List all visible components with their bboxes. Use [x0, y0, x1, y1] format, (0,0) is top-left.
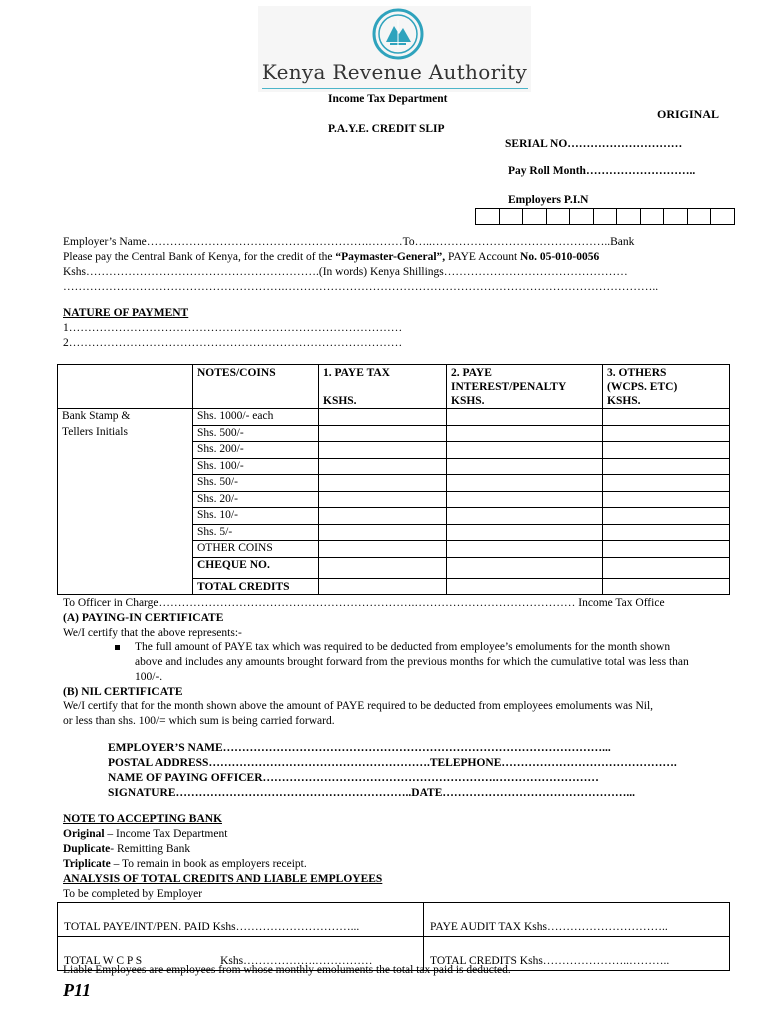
note-duplicate: Duplicate- Remitting Bank	[63, 843, 191, 855]
paying-in-intro: We/I certify that the above represents:-	[63, 627, 242, 639]
nature-of-payment-title: NATURE OF PAYMENT	[63, 307, 189, 319]
interest-amount-cell[interactable]	[447, 491, 603, 508]
others-amount-cell[interactable]	[603, 425, 730, 442]
paye-amount-cell[interactable]	[319, 442, 447, 459]
paying-in-text-1: The full amount of PAYE tax which was required to be deducted from employee’s emoluments for the month shown	[135, 641, 671, 653]
table-row	[58, 541, 730, 558]
interest-amount-cell[interactable]	[447, 524, 603, 541]
table-row	[58, 458, 730, 475]
table-row	[58, 903, 730, 937]
bank-stamp-cell[interactable]	[58, 524, 193, 541]
interest-total-cell[interactable]	[447, 578, 603, 595]
summary-table	[57, 902, 730, 971]
paye-amount-cell[interactable]	[319, 524, 447, 541]
others-amount-cell[interactable]	[603, 541, 730, 558]
interest-amount-cell[interactable]	[447, 508, 603, 525]
table-row	[58, 425, 730, 442]
table-row	[58, 442, 730, 459]
pin-box[interactable]	[663, 208, 688, 225]
paying-officer-field[interactable]: NAME OF PAYING OFFICER…………………………………………………….………………………	[108, 772, 599, 784]
others-amount-cell[interactable]	[603, 442, 730, 459]
amount-continuation-line[interactable]: ………………………………………………….……………………………………………………………………………………..	[63, 281, 659, 293]
table-row	[58, 491, 730, 508]
paying-in-text-3: 100/-.	[135, 671, 163, 683]
signature-date-field[interactable]: SIGNATURE……………………………………………………..DATE…………………………………………...	[108, 787, 635, 799]
paye-amount-cell[interactable]	[319, 425, 447, 442]
total-wcps-field[interactable]: TOTAL W C P S Kshs……………….……………	[58, 937, 424, 971]
interest-amount-cell[interactable]	[447, 425, 603, 442]
pin-box[interactable]	[687, 208, 712, 225]
paye-amount-cell[interactable]	[319, 508, 447, 525]
paye-account-label: PAYE Account	[445, 251, 521, 263]
nature-item-1[interactable]: 1……………………………………………………………………………	[63, 322, 403, 334]
table-row	[58, 475, 730, 492]
notes-coins-header: NOTES/COINS	[193, 365, 319, 409]
pin-box[interactable]	[616, 208, 641, 225]
bank-stamp-cell[interactable]	[58, 458, 193, 475]
employer-name-line[interactable]: Employer’s Name………………………………………………….………To…..………………………………………..Bank	[63, 236, 635, 248]
employer-name-field[interactable]: EMPLOYER’S NAME………………………………………………………………………………………...	[108, 742, 611, 754]
interest-amount-cell[interactable]	[447, 458, 603, 475]
pin-box[interactable]	[593, 208, 618, 225]
nature-item-2[interactable]: 2……………………………………………………………………………	[63, 337, 403, 349]
employers-pin-boxes[interactable]	[476, 208, 735, 225]
table-row	[58, 524, 730, 541]
paye-audit-tax-field[interactable]: PAYE AUDIT TAX Kshs…………………………..	[424, 903, 730, 937]
pay-instruction-text: Please pay the Central Bank of Kenya, for the credit of the	[63, 251, 336, 263]
others-amount-cell[interactable]	[603, 409, 730, 426]
interest-amount-cell[interactable]	[447, 557, 603, 578]
note-to-bank-title: NOTE TO ACCEPTING BANK	[63, 813, 223, 825]
bank-stamp-cell[interactable]	[58, 508, 193, 525]
interest-amount-cell[interactable]	[447, 442, 603, 459]
denomination-cell: Shs. 500/-	[193, 425, 319, 442]
total-paye-field[interactable]: TOTAL PAYE/INT/PEN. PAID Kshs…………………………...	[58, 903, 424, 937]
others-header: 3. OTHERS (WCPS. ETC) KSHS.	[603, 365, 730, 409]
paye-amount-cell[interactable]	[319, 541, 447, 558]
paye-amount-cell[interactable]	[319, 491, 447, 508]
pin-box[interactable]	[475, 208, 500, 225]
paye-total-cell[interactable]	[319, 578, 447, 595]
nil-certificate-text-2: or less than shs. 100/= which sum is being carried forward.	[63, 715, 335, 727]
others-amount-cell[interactable]	[603, 491, 730, 508]
denomination-cell: Shs. 10/-	[193, 508, 319, 525]
interest-amount-cell[interactable]	[447, 475, 603, 492]
others-amount-cell[interactable]	[603, 458, 730, 475]
paying-in-text-2: above and includes any amounts brought forward from the previous months for which the cumulative total was less than	[135, 656, 689, 668]
denomination-cell: Shs. 50/-	[193, 475, 319, 492]
nil-certificate-text-1: We/I certify that for the month shown above the amount of PAYE required to be deducted from employees emoluments was Nil,	[63, 700, 654, 712]
pay-instruction-line	[63, 251, 599, 263]
table-header-row	[58, 365, 730, 409]
officer-in-charge-line[interactable]: To Officer in Charge………………………………………………………….…………………………………… Income Tax Office	[63, 597, 665, 609]
paye-account-number: No. 05-010-0056	[520, 251, 600, 263]
amount-in-words-line[interactable]: Kshs…………………………………………………….(In words) Kenya Shillings…………………………………………	[63, 266, 628, 278]
denomination-cell: Shs. 200/-	[193, 442, 319, 459]
cheque-no-cell: CHEQUE NO.	[193, 557, 319, 578]
notes-coins-table	[57, 364, 730, 595]
bank-stamp-cell[interactable]	[58, 557, 193, 578]
paye-amount-cell[interactable]	[319, 409, 447, 426]
interest-amount-cell[interactable]	[447, 541, 603, 558]
note-original: Original – Income Tax Department	[63, 828, 228, 840]
total-credits-row	[58, 578, 730, 595]
denomination-cell: Shs. 5/-	[193, 524, 319, 541]
paye-amount-cell[interactable]	[319, 557, 447, 578]
denomination-cell: Shs. 100/-	[193, 458, 319, 475]
payroll-month-field[interactable]: Pay Roll Month………………………..	[508, 165, 696, 177]
pin-box[interactable]	[499, 208, 524, 225]
others-amount-cell[interactable]	[603, 557, 730, 578]
pin-box[interactable]	[569, 208, 594, 225]
denomination-cell: OTHER COINS	[193, 541, 319, 558]
paye-amount-cell[interactable]	[319, 458, 447, 475]
total-credits-field[interactable]: TOTAL CREDITS Kshs…………………..………..	[424, 937, 730, 971]
postal-address-field[interactable]: POSTAL ADDRESS………………………………………………….TELEPHONE……………………………………….	[108, 757, 677, 769]
department-title: Income Tax Department	[328, 93, 448, 105]
org-name-logo: Kenya Revenue Authority	[261, 60, 528, 84]
interest-penalty-header: 2. PAYE INTEREST/PENALTY KSHS.	[447, 365, 603, 409]
paye-amount-cell[interactable]	[319, 475, 447, 492]
pin-box[interactable]	[710, 208, 735, 225]
interest-amount-cell[interactable]	[447, 409, 603, 426]
paymaster-general: “Paymaster-General”,	[335, 251, 446, 263]
table-row	[58, 508, 730, 525]
bank-stamp-cell[interactable]	[58, 475, 193, 492]
paye-tax-header: 1. PAYE TAX KSHS.	[319, 365, 447, 409]
kra-emblem-icon	[372, 8, 424, 60]
others-amount-cell[interactable]	[603, 475, 730, 492]
bank-stamp-cell: Bank Stamp &	[58, 409, 193, 426]
bank-stamp-cell[interactable]	[58, 491, 193, 508]
denomination-cell: Shs. 20/-	[193, 491, 319, 508]
stamp-header-cell	[58, 365, 193, 409]
bank-stamp-cell[interactable]	[58, 578, 193, 595]
employers-pin-label: Employers P.I.N	[508, 194, 589, 206]
paying-in-certificate-title: (A) PAYING-IN CERTIFICATE	[63, 612, 224, 624]
table-row	[58, 557, 730, 578]
pin-box[interactable]	[546, 208, 571, 225]
slip-title: P.A.Y.E. CREDIT SLIP	[328, 123, 445, 135]
bank-stamp-cell[interactable]	[58, 541, 193, 558]
table-row	[58, 409, 730, 426]
analysis-title: ANALYSIS OF TOTAL CREDITS AND LIABLE EMPLOYEES	[63, 873, 383, 885]
liable-employees-note: Liable Employees are employees from whose monthly emoluments the total tax paid is deducted.	[63, 964, 511, 976]
nil-certificate-title: (B) NIL CERTIFICATE	[63, 686, 183, 698]
analysis-subtitle: To be completed by Employer	[63, 888, 203, 900]
others-amount-cell[interactable]	[603, 524, 730, 541]
pin-box[interactable]	[640, 208, 665, 225]
others-amount-cell[interactable]	[603, 508, 730, 525]
bank-stamp-cell: Tellers Initials	[58, 425, 193, 442]
bullet-icon	[115, 645, 120, 650]
total-credits-cell: TOTAL CREDITS	[193, 578, 319, 595]
denomination-cell: Shs. 1000/- each	[193, 409, 319, 426]
pin-box[interactable]	[522, 208, 547, 225]
form-code: P11	[63, 980, 92, 1000]
bank-stamp-cell[interactable]	[58, 442, 193, 459]
others-total-cell[interactable]	[603, 578, 730, 595]
serial-no-field[interactable]: SERIAL NO…………………………	[505, 138, 683, 150]
copy-label: ORIGINAL	[657, 107, 720, 121]
note-triplicate: Triplicate – To remain in book as employers receipt.	[63, 858, 307, 870]
logo-divider	[262, 88, 528, 89]
